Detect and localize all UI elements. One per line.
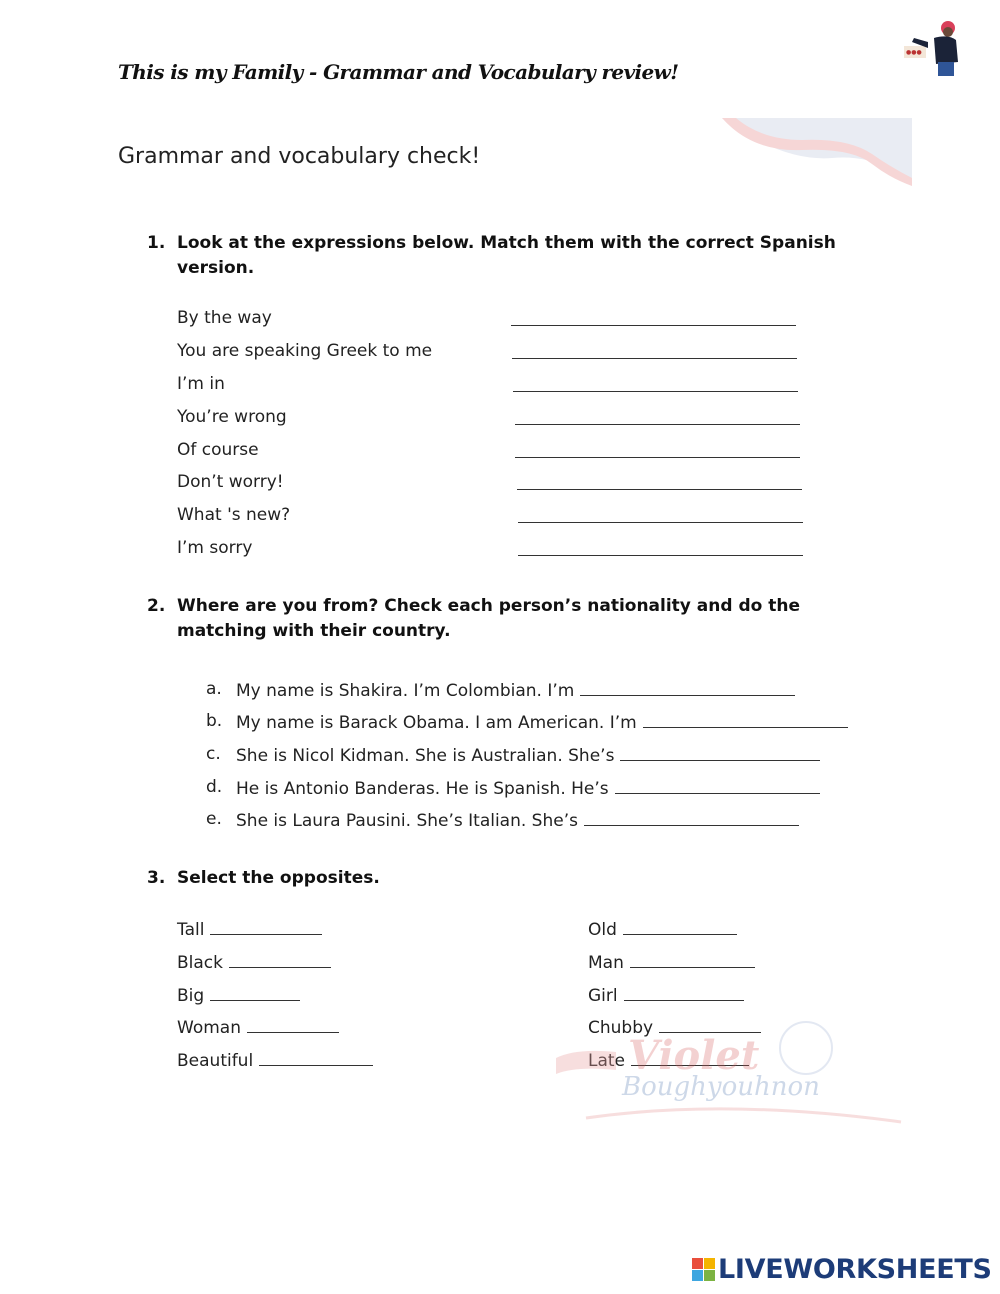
svg-text:●●●: ●●● <box>906 49 922 56</box>
opposite-word <box>177 1049 373 1071</box>
section-title: Grammar and vocabulary check! <box>118 144 481 169</box>
opposite-word-label: Old <box>588 920 617 940</box>
opposite-word <box>588 984 744 1006</box>
liveworksheets-logo-icon <box>692 1258 716 1282</box>
answer-line[interactable] <box>210 918 322 935</box>
answer-line[interactable] <box>210 984 300 1001</box>
answer-line[interactable] <box>511 325 796 326</box>
opposite-word-label: Black <box>177 953 223 973</box>
opposite-word-label: Big <box>177 986 205 1006</box>
opposite-word-label: Girl <box>588 986 618 1006</box>
opposite-word-label: Chubby <box>588 1018 654 1038</box>
answer-line[interactable] <box>643 711 848 728</box>
answer-line[interactable] <box>515 424 800 425</box>
nationality-item <box>236 777 820 799</box>
nationality-item <box>236 711 848 733</box>
nationality-item <box>236 809 799 831</box>
nationality-sentence: She is Laura Pausini. She’s Italian. She’s <box>236 811 578 831</box>
teacher-photo-icon <box>898 16 964 78</box>
opposite-word-label: Late <box>588 1051 626 1071</box>
nationality-item <box>236 679 795 701</box>
expression-item: Of course <box>177 440 259 460</box>
watermark-signature: Boughyouhnon <box>622 1072 820 1102</box>
expression-item: I’m in <box>177 374 225 394</box>
opposite-word <box>177 951 331 973</box>
opposite-word-label: Beautiful <box>177 1051 254 1071</box>
opposite-word <box>177 918 322 940</box>
answer-line[interactable] <box>623 918 737 935</box>
question-1-number: 1. <box>147 233 166 253</box>
nationality-letter: b. <box>206 711 223 731</box>
answer-line[interactable] <box>580 679 795 696</box>
answer-line[interactable] <box>518 555 803 556</box>
answer-line[interactable] <box>515 457 800 458</box>
opposite-word-label: Woman <box>177 1018 241 1038</box>
expression-item: You’re wrong <box>177 407 287 427</box>
watermark-text: Violet <box>628 1032 760 1079</box>
opposite-word <box>588 951 755 973</box>
answer-line[interactable] <box>229 951 331 968</box>
opposite-word <box>177 1016 339 1038</box>
question-3-text: Select the opposites. <box>177 868 380 888</box>
nationality-sentence: My name is Barack Obama. I am American. I’m <box>236 713 637 733</box>
nationality-sentence: She is Nicol Kidman. She is Australian. She’s <box>236 746 615 766</box>
answer-line[interactable] <box>513 391 798 392</box>
nationality-letter: d. <box>206 777 223 797</box>
answer-line[interactable] <box>517 489 802 490</box>
question-2-number: 2. <box>147 596 166 616</box>
expression-item: Don’t worry! <box>177 472 284 492</box>
expression-item: What 's new? <box>177 505 291 525</box>
question-3-number: 3. <box>147 868 166 888</box>
nationality-sentence: My name is Shakira. I’m Colombian. I’m <box>236 681 575 701</box>
nationality-item <box>236 744 820 766</box>
nationality-letter: c. <box>206 744 221 764</box>
answer-line[interactable] <box>518 522 803 523</box>
answer-line[interactable] <box>512 358 797 359</box>
answer-line[interactable] <box>584 809 799 826</box>
opposite-word-label: Man <box>588 953 624 973</box>
expression-item: I’m sorry <box>177 538 253 558</box>
answer-line[interactable] <box>620 744 820 761</box>
answer-line[interactable] <box>630 951 755 968</box>
answer-line[interactable] <box>259 1049 373 1066</box>
answer-line[interactable] <box>615 777 820 794</box>
answer-line[interactable] <box>624 984 744 1001</box>
opposite-word-label: Tall <box>177 920 205 940</box>
nationality-letter: e. <box>206 809 222 829</box>
opposite-word <box>177 984 300 1006</box>
question-1-text: Look at the expressions below. Match them with the correct Spanish version. <box>177 233 836 278</box>
flag-decoration-icon <box>722 118 912 186</box>
nationality-letter: a. <box>206 679 222 699</box>
answer-line[interactable] <box>247 1016 339 1033</box>
question-2-text: Where are you from? Check each person’s nationality and do the matching with their country. <box>177 596 800 641</box>
worksheet-title: This is my Family - Grammar and Vocabulary review! <box>118 60 679 84</box>
expression-item: By the way <box>177 308 272 328</box>
liveworksheets-brand[interactable]: LIVEWORKSHEETS <box>718 1254 992 1285</box>
nationality-sentence: He is Antonio Banderas. He is Spanish. He’s <box>236 779 609 799</box>
opposite-word <box>588 918 737 940</box>
expression-item: You are speaking Greek to me <box>177 341 433 361</box>
